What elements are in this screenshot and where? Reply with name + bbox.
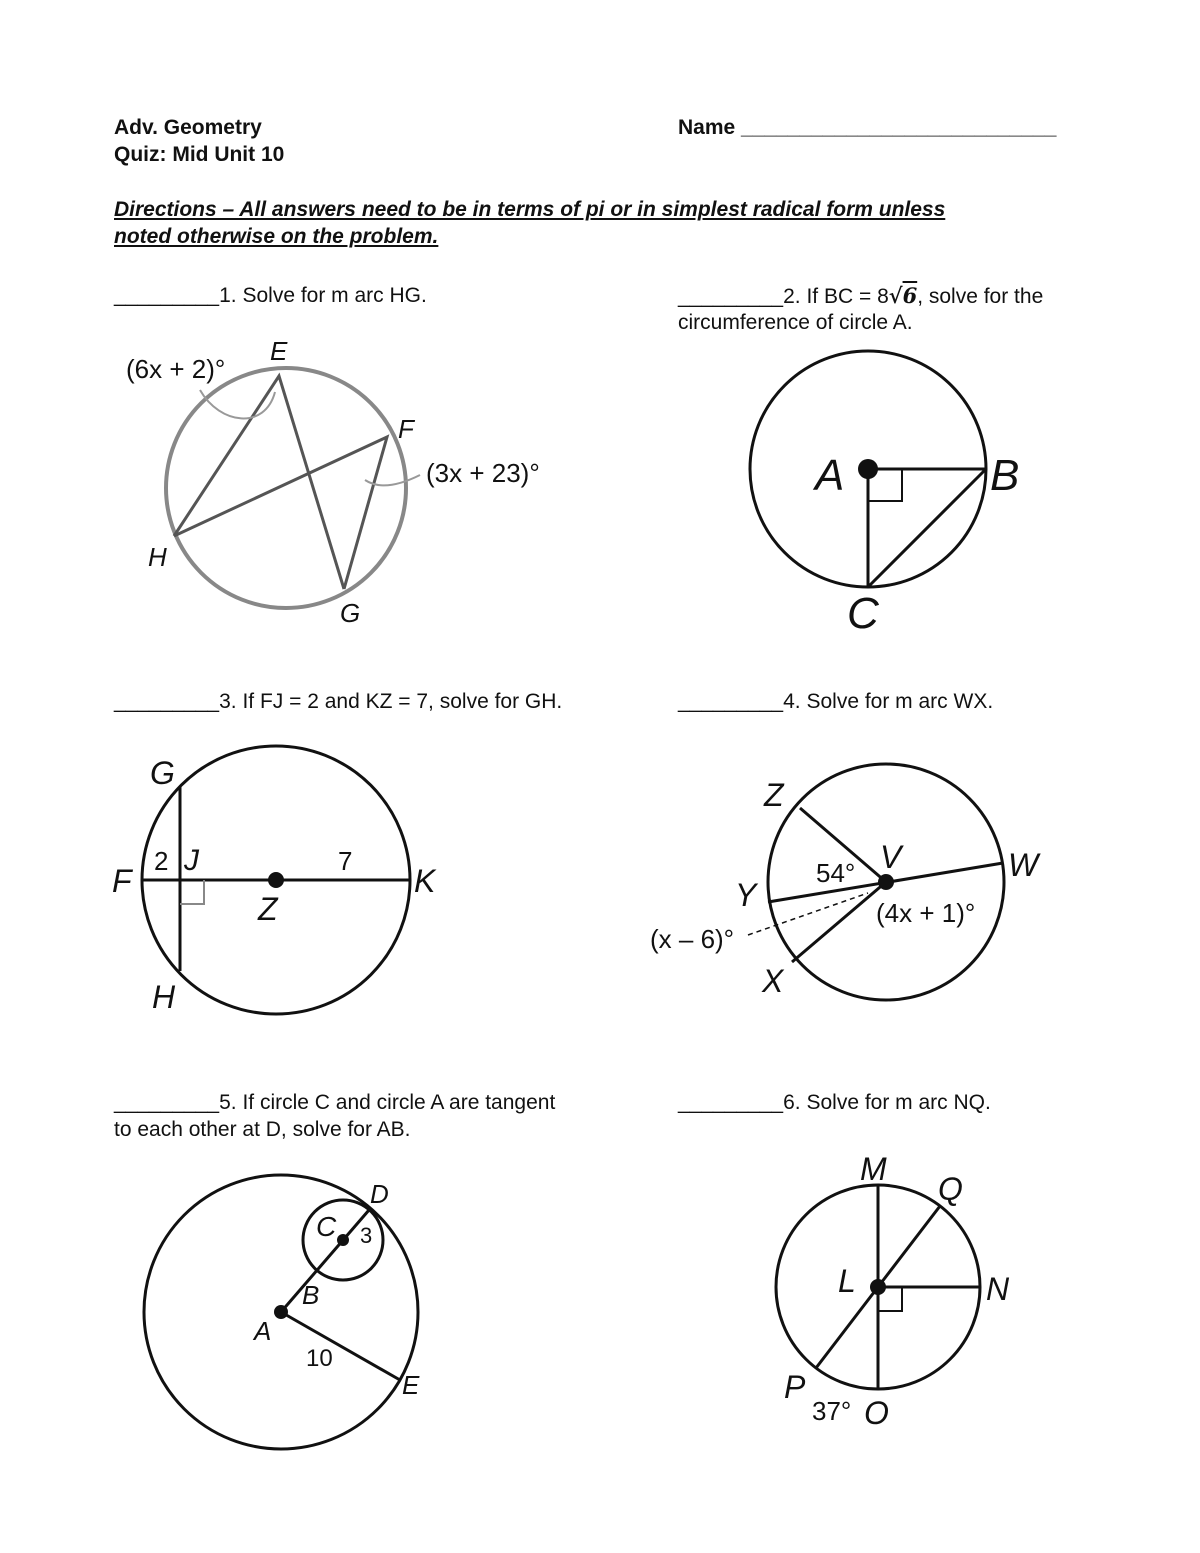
fig3-center-dot [268,872,284,888]
fig5-label-c: C [316,1211,337,1242]
fig4-radius-vx [792,882,886,962]
fig4-center-dot [878,874,894,890]
fig4-angle-xvw: (4x + 1)° [876,898,976,928]
fig6-label-l: L [838,1263,856,1299]
fig1-label-h: H [148,542,167,572]
sqrt-symbol: √ [888,283,903,308]
fig3-length-zk: 7 [338,846,353,876]
radicand: 6 [902,283,918,308]
course-title: Adv. Geometry [114,116,262,139]
fig1-label-g: G [340,598,361,628]
question-5-line-2: to each other at D, solve for AB. [114,1118,411,1141]
question-2-text-a: _________2. If BC = 8 [678,285,889,308]
fig3-label-k: K [414,863,436,899]
fig1-chords-f [174,437,387,589]
fig5-radius-ae [281,1312,400,1380]
fig3-right-angle [180,880,204,904]
figure-3 [112,746,437,1015]
name-field[interactable]: Name ___________________________ [678,116,1057,139]
fig4-label-w: W [1008,847,1039,883]
fig1-angle-e: (6x + 2)° [126,354,226,384]
figure-1 [126,336,540,628]
question-2-text-b: , solve for the [917,285,1044,308]
fig3-label-f: F [112,863,132,899]
fig5-center-a [274,1305,288,1319]
fig2-chord-bc [868,469,986,587]
fig5-label-d: D [370,1179,389,1209]
fig5-label-e: E [402,1370,420,1400]
fig6-label-q: Q [938,1171,963,1207]
question-5: _________5. If circle C and circle A are tangent [114,1091,556,1114]
fig2-label-a: A [815,451,845,500]
fig2-label-b: B [990,451,1020,500]
fig5-label-b: B [302,1280,320,1310]
fig6-center-dot [870,1279,886,1295]
question-3: _________3. If FJ = 2 and KZ = 7, solve for GH. [114,690,563,713]
fig5-label-a: A [254,1316,272,1346]
fig3-label-j: J [184,844,199,877]
fig4-label-x: X [762,963,784,999]
fig3-length-fj: 2 [154,846,169,876]
fig6-angle-37: 37° [812,1396,852,1426]
fig2-label-c: C [847,589,879,638]
fig5-radius-10: 10 [306,1345,333,1372]
directions-line-2: noted otherwise on the problem. [114,225,439,248]
fig5-radius-3: 3 [360,1223,373,1248]
figure-4 [650,764,1041,1000]
fig4-label-v: V [880,839,902,875]
question-1: _________1. Solve for m arc HG. [114,284,427,307]
question-2-line-2: circumference of circle A. [678,311,913,334]
fig3-label-z: Z [258,891,278,927]
fig1-chords-e [174,376,344,589]
fig4-label-y: Y [735,877,757,913]
fig6-label-m: M [860,1151,887,1187]
directions-line-1: Directions – All answers need to be in terms of pi or in simplest radical form unless [114,198,946,221]
fig3-label-h: H [152,979,176,1015]
fig6-label-o: O [864,1395,889,1431]
question-4: _________4. Solve for m arc WX. [678,690,994,713]
fig4-label-z: Z [764,777,784,813]
fig6-label-p: P [784,1369,806,1405]
figure-6 [776,1151,1010,1431]
fig1-label-e: E [270,336,288,366]
figure-5 [144,1175,420,1449]
fig3-label-g: G [150,755,175,791]
quiz-title: Quiz: Mid Unit 10 [114,143,285,166]
fig1-angle-f: (3x + 23)° [426,458,540,488]
fig1-label-f: F [398,414,414,444]
fig4-angle-yvx: (x – 6)° [650,924,735,954]
fig5-center-c [337,1234,349,1246]
fig4-angle-54: 54° [816,858,856,888]
question-6: _________6. Solve for m arc NQ. [678,1091,991,1114]
fig2-center-dot [858,459,878,479]
figure-2 [750,351,1019,638]
fig6-label-n: N [986,1271,1010,1307]
